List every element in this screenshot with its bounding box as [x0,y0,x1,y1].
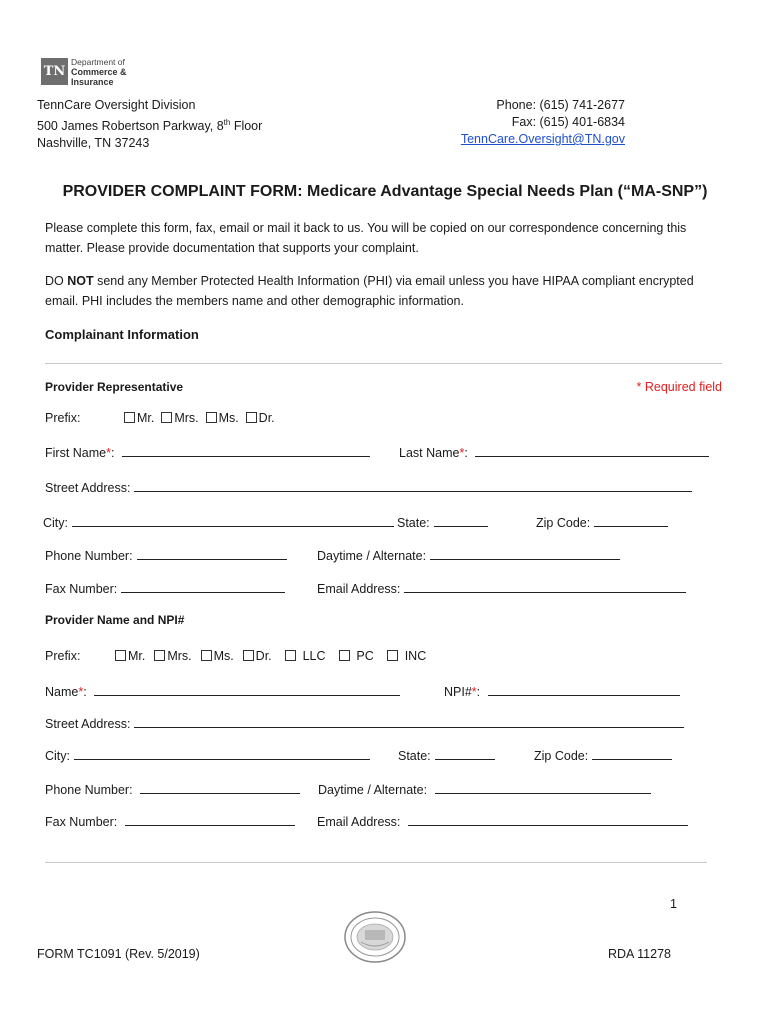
provider-prefix-llc[interactable]: LLC [285,649,325,663]
provider-city-input[interactable] [74,747,370,760]
provider-name-field[interactable]: Name*: [45,683,400,699]
rep-fax-input[interactable] [121,580,285,593]
checkbox-icon[interactable] [285,650,296,661]
rep-prefix-mr[interactable]: Mr. [124,411,154,425]
provider-prefix-mr[interactable]: Mr. [115,649,145,663]
provider-prefix-options [115,649,426,663]
rep-phone-input[interactable] [137,547,287,560]
rep-street-field[interactable]: Street Address: [45,479,692,495]
provider-prefix-dr[interactable]: Dr. [243,649,272,663]
contact-phone: Phone: (615) 741-2677 [496,98,625,112]
provider-prefix-mrs[interactable]: Mrs. [154,649,191,663]
rep-daytime-field[interactable]: Daytime / Alternate: [317,547,620,563]
provider-state-input[interactable] [435,747,495,760]
provider-fax-field[interactable]: Fax Number: [45,813,295,829]
logo-line-1: Department of [71,57,125,67]
intro-paragraph-1: Please complete this form, fax, email or mail it back to us. You will be copied on our correspondence concerning this matter. Please provide documentation that supports your complaint. [45,221,687,255]
rep-last-name-input[interactable] [475,444,709,457]
provider-name-heading: Provider Name and NPI# [45,613,185,627]
provider-prefix-label: Prefix: [45,649,81,663]
provider-zip-field[interactable]: Zip Code: [534,747,672,763]
provider-email-input[interactable] [408,813,688,826]
address-line-2: 500 James Robertson Parkway, 8th Floor [37,118,263,134]
logo-line-2: Commerce & [71,67,127,77]
rep-email-field[interactable]: Email Address: [317,580,686,596]
divider-bottom [45,862,707,863]
checkbox-icon[interactable] [124,412,135,423]
provider-prefix-inc[interactable]: INC [387,649,426,663]
checkbox-icon[interactable] [206,412,217,423]
rep-city-input[interactable] [72,514,394,527]
rep-last-name-field[interactable]: Last Name*: [399,444,709,460]
rep-prefix-options [124,411,275,425]
provider-state-field[interactable]: State: [398,747,495,763]
address-line-3: Nashville, TN 37243 [37,136,150,151]
rep-zip-field[interactable]: Zip Code: [536,514,668,530]
contact-fax: Fax: (615) 401-6834 [511,115,625,129]
complainant-heading: Complainant Information [45,327,199,342]
rep-phone-field[interactable]: Phone Number: [45,547,287,563]
form-number: FORM TC1091 (Rev. 5/2019) [37,947,200,961]
checkbox-icon[interactable] [339,650,350,661]
rep-first-name-label: First Name [45,446,107,460]
rep-zip-input[interactable] [594,514,668,527]
rep-city-field[interactable]: City: [43,514,394,530]
intro-paragraph-2: DO NOT send any Member Protected Health Information (PHI) via email unless you have HIPAA compliant encrypted email. PHI includes the members name and other demographic information. [45,274,694,308]
provider-fax-input[interactable] [125,813,295,826]
rep-prefix-label: Prefix: [45,411,81,425]
address-block [37,97,262,152]
rep-fax-field[interactable]: Fax Number: [45,580,285,596]
rep-email-input[interactable] [404,580,686,593]
checkbox-icon[interactable] [387,650,398,661]
address-line-1: TennCare Oversight Division [37,98,196,112]
checkbox-icon[interactable] [115,650,126,661]
provider-street-input[interactable] [134,715,684,728]
tn-logo-text [71,57,127,87]
provider-prefix-ms[interactable]: Ms. [201,649,234,663]
provider-zip-input[interactable] [592,747,672,760]
page-title: PROVIDER COMPLAINT FORM: Medicare Advantage Special Needs Plan (“MA-SNP”) [62,183,708,200]
contact-block [461,97,625,148]
provider-phone-field[interactable]: Phone Number: [45,781,300,797]
provider-daytime-field[interactable]: Daytime / Alternate: [318,781,651,797]
rep-state-field[interactable]: State: [397,514,488,530]
provider-city-field[interactable]: City: [45,747,370,763]
provider-phone-input[interactable] [140,781,300,794]
required-field-note: * Required field [636,380,722,394]
rep-first-name-field[interactable]: First Name*: [45,444,370,460]
provider-street-field[interactable]: Street Address: [45,715,684,731]
rep-daytime-input[interactable] [430,547,620,560]
rep-state-input[interactable] [434,514,488,527]
state-seal-icon [343,910,407,964]
provider-daytime-input[interactable] [435,781,651,794]
divider-top [45,363,722,364]
logo-line-3: Insurance [71,77,114,87]
tn-logo-mark: TN [41,58,68,85]
rep-last-name-label: Last Name [399,446,460,460]
checkbox-icon[interactable] [154,650,165,661]
page-number: 1 [670,897,677,911]
provider-npi-input[interactable] [488,683,680,696]
rep-prefix-ms[interactable]: Ms. [206,411,239,425]
contact-email-link[interactable]: TennCare.Oversight@TN.gov [460,132,625,146]
checkbox-icon[interactable] [246,412,257,423]
provider-rep-heading: Provider Representative [45,380,184,394]
checkbox-icon[interactable] [161,412,172,423]
checkbox-icon[interactable] [243,650,254,661]
rep-prefix-dr[interactable]: Dr. [246,411,275,425]
provider-name-input[interactable] [94,683,400,696]
rep-street-input[interactable] [134,479,692,492]
rep-first-name-input[interactable] [122,444,370,457]
provider-prefix-pc[interactable]: PC [339,649,374,663]
rep-prefix-mrs[interactable]: Mrs. [161,411,198,425]
provider-email-field[interactable]: Email Address: [317,813,688,829]
rda-number: RDA 11278 [607,947,671,961]
checkbox-icon[interactable] [201,650,212,661]
provider-npi-field[interactable]: NPI#*: [444,683,680,699]
